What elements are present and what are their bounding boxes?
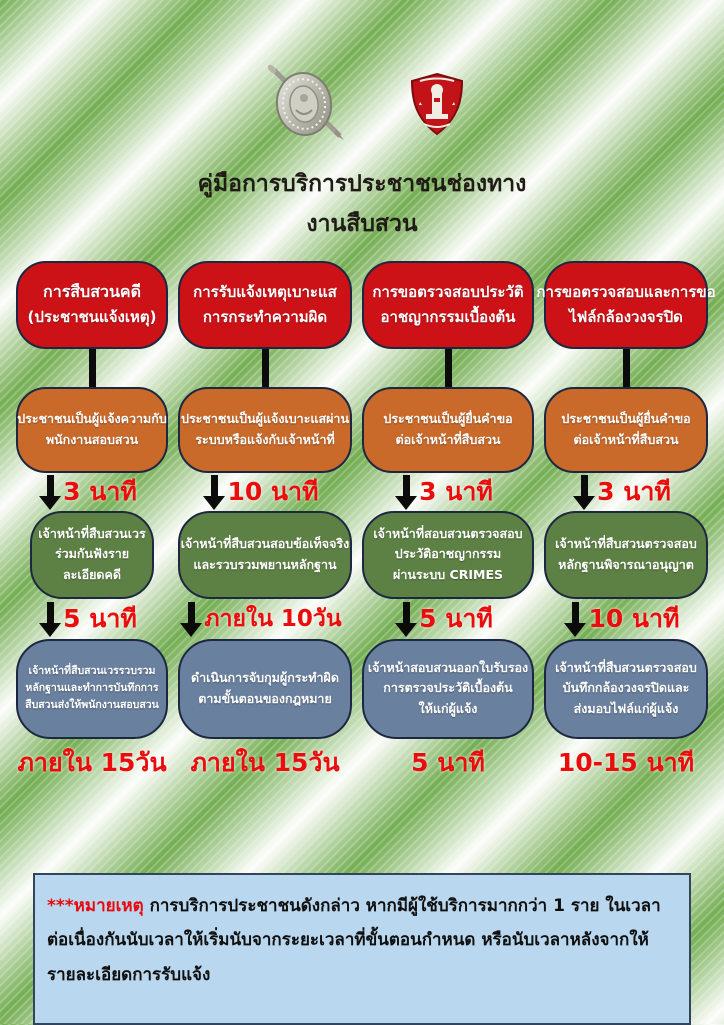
- col1-step2-line1: ประชาชนเป็นผู้แจ้งความกับ: [17, 409, 167, 430]
- col4-time3-label: 10-15 นาที: [558, 743, 694, 783]
- col1-time2-label: 5 นาที: [63, 599, 137, 639]
- col1-step3-line3: ละเอียดคดี: [63, 565, 121, 586]
- col1-time1-label: 3 นาที: [63, 472, 137, 512]
- col2-step2-line2: ระบบหรือแจ้งกับเจ้าหน้าที่: [195, 430, 334, 451]
- col2-time2-label: ภายใน 10วัน: [204, 601, 341, 637]
- down-arrow-icon: [211, 475, 218, 497]
- flow-column-4: [544, 261, 708, 787]
- flow-column-2: [178, 261, 352, 787]
- down-arrow-icon: [572, 602, 579, 624]
- connector-line: [445, 349, 452, 387]
- col2-step3-line2: และรวบรวมพยานหลักฐาน: [193, 555, 336, 576]
- col1-step4-line3: สืบสวนส่งให้พนักงานสอบสวน: [25, 697, 159, 714]
- down-arrow-icon: [188, 602, 195, 624]
- col4-step4-line1: เจ้าหน้าที่สืบสวนตรวจสอบ: [555, 658, 697, 679]
- down-arrow-icon: [403, 475, 410, 497]
- flow-column-1: [16, 261, 168, 787]
- col4-step2-box: [544, 387, 708, 473]
- col3-step1-line2: อาชญากรรมเบื้องต้น: [381, 305, 516, 330]
- header-logos: [0, 0, 724, 150]
- unit-shield-icon: [408, 72, 466, 136]
- col3-step1-line1: การขอตรวจสอบประวัติ: [372, 280, 523, 305]
- col1-step4-line1: เจ้าหน้าที่สืบสวนเวรรวบรวม: [29, 663, 156, 680]
- down-arrow-icon: [47, 602, 54, 624]
- col3-step4-line1: เจ้าหน้าสอบสวนออกใบรับรอง: [368, 658, 528, 679]
- col3-time2-label: 5 นาที: [419, 599, 493, 639]
- col4-step4-line3: ส่งมอบไฟล์แก่ผู้แจ้ง: [574, 699, 679, 720]
- connector-line: [89, 349, 96, 387]
- col4-step3-box: [544, 511, 708, 599]
- col2-step2-box: [178, 387, 352, 473]
- col1-step3-line2: ร่วมกันฟังราย: [55, 544, 129, 565]
- down-arrow-icon: [581, 475, 588, 497]
- col3-time1-label: 3 นาที: [419, 472, 493, 512]
- col3-step3-line1: เจ้าหน้าที่สอบสวนตรวจสอบ: [373, 524, 522, 545]
- col4-step2-line1: ประชาชนเป็นผู้ยื่นคำขอ: [561, 409, 690, 430]
- col1-step3-box: [30, 511, 155, 599]
- col1-step4-line2: หลักฐานและทำการบันทึกการ: [25, 680, 158, 697]
- col1-step2-line2: พนักงานสอบสวน: [46, 430, 138, 451]
- col2-step2-line1: ประชาชนเป็นผู้แจ้งเบาะแสผ่าน: [181, 409, 349, 430]
- col2-step3-box: [178, 511, 352, 599]
- poster-title: [0, 164, 724, 245]
- col4-step4-line2: บันทึกกล้องวงจรปิดและ: [563, 678, 690, 699]
- flowchart: [16, 261, 708, 787]
- col3-time3-label: 5 นาที: [411, 743, 485, 783]
- col4-step2-line2: ต่อเจ้าหน้าที่สืบสวน: [573, 430, 678, 451]
- poster-title-line1: คู่มือการบริการประชาชนช่องทาง: [0, 164, 724, 204]
- col1-step4-box: [16, 639, 168, 739]
- col1-step2-box: [16, 387, 168, 473]
- col4-step3-line1: เจ้าหน้าที่สืบสวนตรวจสอบ: [555, 534, 697, 555]
- col4-time1-label: 3 นาที: [597, 472, 671, 512]
- col4-step1-box: [544, 261, 708, 349]
- col4-step1-line2: ไฟล์กล้องวงจรปิด: [569, 305, 683, 330]
- col2-step3-line1: เจ้าหน้าที่สืบสวนสอบข้อเท็จจริง: [181, 534, 350, 555]
- footnote-prefix: ***หมายเหตุ: [47, 896, 144, 916]
- col2-time3-label: ภายใน 15วัน: [190, 743, 339, 783]
- col3-step4-line3: ให้แก่ผู้แจ้ง: [419, 699, 478, 720]
- col2-step1-line1: การรับแจ้งเหตุเบาะแส: [193, 280, 337, 305]
- footnote-text: การบริการประชาชนดังกล่าว หากมีผู้ใช้บริการมากกว่า 1 ราย ในเวลาต่อเนื่องกันนับเวลาให้เริ่มนับจากระยะเวลาที่ขั้นตอนกำหนด หรือนับเวลาหลังจากให้รายละเอียดการรับแจ้ง: [47, 896, 661, 986]
- down-arrow-icon: [47, 475, 54, 497]
- col1-time3-label: ภายใน 15วัน: [17, 743, 166, 783]
- col3-step2-line1: ประชาชนเป็นผู้ยื่นคำขอ: [383, 409, 512, 430]
- col2-time1-label: 10 นาที: [227, 472, 318, 512]
- col1-step1-line1: การสืบสวนคดี: [43, 279, 141, 305]
- col3-step2-line2: ต่อเจ้าหน้าที่สืบสวน: [395, 430, 500, 451]
- col4-step3-line2: หลักฐานพิจารณาอนุญาต: [558, 555, 694, 576]
- police-badge-icon: [258, 60, 350, 148]
- col2-step1-box: [178, 261, 352, 349]
- col3-step1-box: [362, 261, 534, 349]
- col3-step4-box: [362, 639, 534, 739]
- connector-line: [262, 349, 269, 387]
- poster-title-line2: งานสืบสวน: [0, 204, 724, 244]
- col3-step3-box: [362, 511, 534, 599]
- col3-step3-line3: ผ่านระบบ CRIMES: [393, 565, 503, 586]
- col4-step1-line1: การขอตรวจสอบและการขอ: [536, 280, 715, 305]
- col3-step4-line2: การตรวจประวัติเบื้องต้น: [383, 678, 512, 699]
- footnote-box: [33, 873, 691, 1025]
- col4-step4-box: [544, 639, 708, 739]
- col1-step3-line1: เจ้าหน้าที่สืบสวนเวร: [38, 524, 145, 545]
- col1-step1-line2: (ประชาชนแจ้งเหตุ): [28, 305, 157, 330]
- col1-step1-box: [16, 261, 168, 349]
- down-arrow-icon: [403, 602, 410, 624]
- col2-step4-box: [178, 639, 352, 739]
- col4-time2-label: 10 นาที: [588, 599, 679, 639]
- col2-step4-line1: ดำเนินการจับกุมผู้กระทำผิด: [191, 668, 339, 689]
- col2-step4-line2: ตามขั้นตอนของกฎหมาย: [198, 689, 332, 710]
- flow-column-3: [362, 261, 534, 787]
- col3-step3-line2: ประวัติอาชญากรรม: [395, 544, 501, 565]
- col3-step2-box: [362, 387, 534, 473]
- connector-line: [623, 349, 630, 387]
- col2-step1-line2: การกระทำความผิด: [203, 305, 327, 330]
